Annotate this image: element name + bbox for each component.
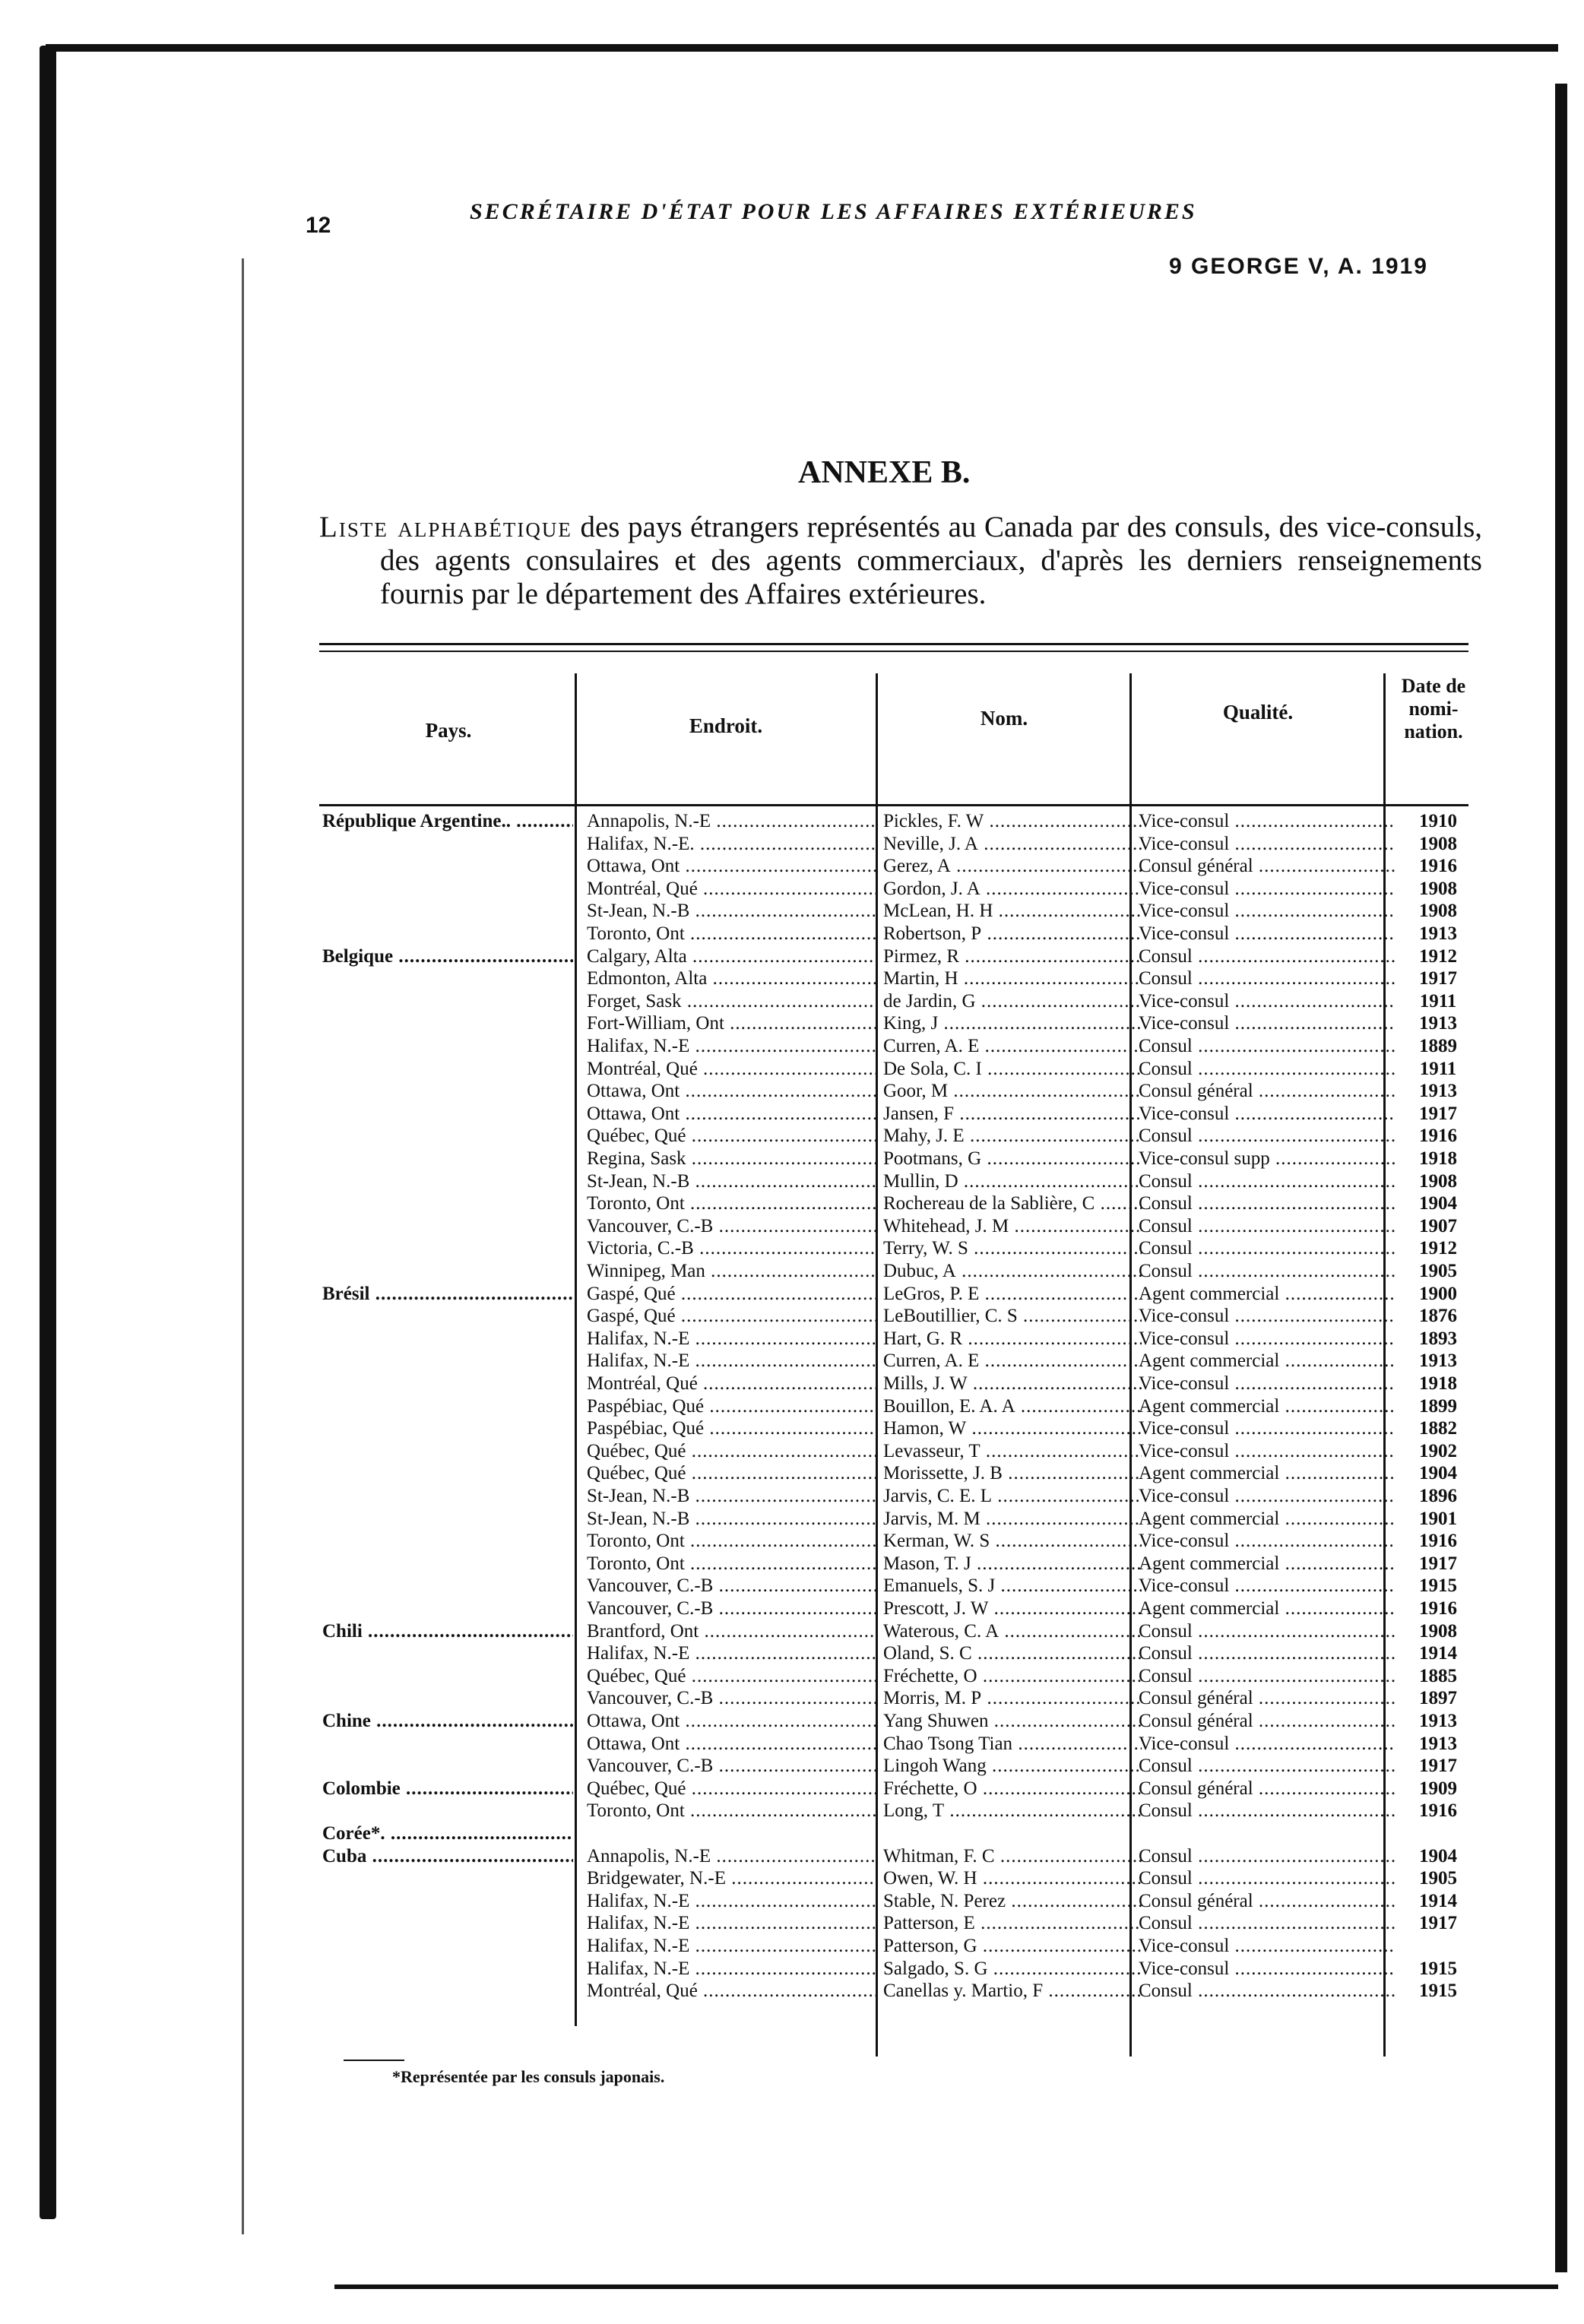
cell-nom: Bouillon, E. A. A .....: [883, 1395, 1142, 1418]
table-row: [0, 1283, 1584, 1306]
cell-endroit: Annapolis, N.-E .....: [587, 1845, 876, 1868]
cell-endroit: Ottawa, Ont .....: [587, 1080, 876, 1103]
cell-nom: Whitman, F. C .....: [883, 1845, 1142, 1868]
cell-nom: Curren, A. E .....: [883, 1350, 1142, 1373]
cell-nom: Gordon, J. A .....: [883, 878, 1142, 901]
cell-endroit: Brantford, Ont .....: [587, 1620, 876, 1643]
header-date: Date de nomi- nation.: [1401, 675, 1466, 742]
cell-qualite: Consul .....: [1139, 1620, 1396, 1643]
cell-date: 1899: [1419, 1395, 1457, 1417]
cell-endroit: Halifax, N.-E .....: [587, 1035, 876, 1058]
table-row: [0, 1800, 1584, 1822]
cell-qualite: Consul .....: [1139, 1980, 1396, 2003]
cell-date: 1905: [1419, 1868, 1457, 1889]
table-top-rule-2: [319, 651, 1468, 652]
table-row: [0, 900, 1584, 923]
cell-qualite: Vice-consul .....: [1139, 1530, 1396, 1553]
cell-endroit: Toronto, Ont .....: [587, 1192, 876, 1215]
cell-nom: Patterson, E .....: [883, 1912, 1142, 1935]
table-row: [0, 1373, 1584, 1395]
table-row: [0, 1192, 1584, 1215]
cell-qualite: Consul .....: [1139, 1058, 1396, 1081]
cell-qualite: Vice-consul .....: [1139, 810, 1396, 833]
cell-nom: Pirmez, R .....: [883, 945, 1142, 968]
cell-qualite: Agent commercial .....: [1139, 1597, 1396, 1620]
cell-nom: Curren, A. E .....: [883, 1035, 1142, 1058]
cell-nom: de Jardin, G .....: [883, 990, 1142, 1013]
table-row: [0, 1508, 1584, 1531]
cell-qualite: Consul .....: [1139, 1170, 1396, 1193]
cell-endroit: Gaspé, Qué .....: [587, 1305, 876, 1328]
cell-nom: Hamon, W .....: [883, 1417, 1142, 1440]
cell-qualite: Vice-consul .....: [1139, 990, 1396, 1013]
cell-date: 1908: [1419, 1170, 1457, 1192]
table-row: [0, 1125, 1584, 1148]
cell-qualite: Agent commercial .....: [1139, 1508, 1396, 1531]
cell-endroit: Toronto, Ont .....: [587, 1800, 876, 1822]
cell-qualite: Vice-consul .....: [1139, 900, 1396, 923]
cell-nom: LeGros, P. E .....: [883, 1283, 1142, 1306]
cell-nom: Jarvis, M. M .....: [883, 1508, 1142, 1531]
cell-nom: Salgado, S. G .....: [883, 1958, 1142, 1980]
cell-nom: Canellas y. Martio, F .....: [883, 1980, 1142, 2003]
table-row: [0, 1620, 1584, 1643]
cell-nom: Lingoh Wang .....: [883, 1755, 1142, 1778]
cell-endroit: Halifax, N.-E .....: [587, 1350, 876, 1373]
cell-date: 1882: [1419, 1418, 1457, 1439]
cell-qualite: Agent commercial .....: [1139, 1350, 1396, 1373]
cell-endroit: Québec, Qué .....: [587, 1462, 876, 1485]
table-row: [0, 1642, 1584, 1665]
cell-endroit: Toronto, Ont .....: [587, 1553, 876, 1575]
cell-qualite: Vice-consul .....: [1139, 923, 1396, 945]
cell-nom: Oland, S. C .....: [883, 1642, 1142, 1665]
header-endroit: Endroit.: [689, 714, 763, 737]
cell-date: 1912: [1419, 945, 1457, 967]
cell-nom: Mills, J. W .....: [883, 1373, 1142, 1395]
scan-border-bottom: [334, 2284, 1558, 2289]
table-row: [0, 1103, 1584, 1126]
cell-endroit: Québec, Qué .....: [587, 1440, 876, 1463]
cell-nom: Hart, G. R .....: [883, 1328, 1142, 1350]
cell-date: 1914: [1419, 1890, 1457, 1911]
table-row: [0, 810, 1584, 833]
cell-date: 1914: [1419, 1643, 1457, 1664]
cell-qualite: Agent commercial .....: [1139, 1283, 1396, 1306]
cell-date: 1896: [1419, 1486, 1457, 1506]
cell-date: 1917: [1419, 1913, 1457, 1934]
cell-endroit: Annapolis, N.-E .....: [587, 810, 876, 833]
cell-nom: Long, T .....: [883, 1800, 1142, 1822]
table-row: [0, 1733, 1584, 1756]
cell-qualite: Consul .....: [1139, 1800, 1396, 1822]
cell-endroit: Québec, Qué .....: [587, 1125, 876, 1148]
cell-qualite: Consul .....: [1139, 1642, 1396, 1665]
cell-qualite: Vice-consul .....: [1139, 1103, 1396, 1126]
table-row: [0, 1980, 1584, 2003]
cell-date: 1916: [1419, 1800, 1457, 1822]
intro-lead: Liste alphabétique: [319, 511, 572, 543]
table-row: [0, 878, 1584, 901]
footnote: *Représentée par les consuls japonais.: [392, 2067, 665, 2086]
cell-pays: Belgique .....: [322, 945, 573, 968]
cell-qualite: Consul .....: [1139, 945, 1396, 968]
cell-date: 1904: [1419, 1463, 1457, 1484]
cell-qualite: Vice-consul .....: [1139, 1958, 1396, 1980]
table-row: [0, 1350, 1584, 1373]
table-row: [0, 1058, 1584, 1081]
table-row: [0, 967, 1584, 990]
table-row: [0, 923, 1584, 945]
table-top-rule: [319, 643, 1468, 645]
cell-date: 1916: [1419, 1126, 1457, 1147]
cell-qualite: Agent commercial .....: [1139, 1553, 1396, 1575]
table-row: [0, 1395, 1584, 1418]
cell-date: 1910: [1419, 811, 1457, 831]
cell-endroit: Montréal, Qué .....: [587, 1373, 876, 1395]
cell-pays: Brésil .....: [322, 1283, 573, 1306]
table-row: [0, 1305, 1584, 1328]
cell-qualite: Vice-consul .....: [1139, 878, 1396, 901]
cell-date: 1893: [1419, 1328, 1457, 1349]
cell-date: 1918: [1419, 1373, 1457, 1394]
table-row: [0, 1778, 1584, 1800]
table-row: [0, 1958, 1584, 1980]
cell-qualite: Agent commercial .....: [1139, 1395, 1396, 1418]
cell-nom: Yang Shuwen .....: [883, 1710, 1142, 1733]
cell-pays: République Argentine.. .....: [322, 810, 573, 833]
cell-endroit: Forget, Sask .....: [587, 990, 876, 1013]
table-row: [0, 945, 1584, 968]
cell-date: 1913: [1419, 1350, 1457, 1372]
cell-nom: Pootmans, G .....: [883, 1148, 1142, 1170]
cell-qualite: Consul .....: [1139, 1125, 1396, 1148]
cell-qualite: Vice-consul .....: [1139, 1485, 1396, 1508]
cell-endroit: Montréal, Qué .....: [587, 1058, 876, 1081]
cell-endroit: Calgary, Alta .....: [587, 945, 876, 968]
cell-date: 1911: [1419, 990, 1457, 1012]
table-row: [0, 1912, 1584, 1935]
cell-date: 1905: [1419, 1261, 1457, 1281]
cell-nom: Neville, J. A .....: [883, 833, 1142, 856]
cell-date: 1917: [1419, 1756, 1457, 1777]
cell-nom: Pickles, F. W .....: [883, 810, 1142, 833]
cell-date: 1915: [1419, 1958, 1457, 1979]
cell-date: 1916: [1419, 856, 1457, 877]
cell-endroit: Paspébiac, Qué .....: [587, 1417, 876, 1440]
cell-qualite: Vice-consul .....: [1139, 1440, 1396, 1463]
table-row: [0, 1215, 1584, 1238]
cell-endroit: Bridgewater, N.-E .....: [587, 1867, 876, 1890]
table-row: [0, 1935, 1584, 1958]
cell-date: 1917: [1419, 968, 1457, 989]
cell-date: 1909: [1419, 1778, 1457, 1799]
cell-nom: Jarvis, C. E. L .....: [883, 1485, 1142, 1508]
cell-endroit: Ottawa, Ont .....: [587, 1710, 876, 1733]
footnote-rule: [344, 2060, 404, 2061]
running-title: SECRÉTAIRE D'ÉTAT POUR LES AFFAIRES EXTÉRIEURES: [470, 199, 1197, 224]
cell-nom: Rochereau de la Sablière, C .....: [883, 1192, 1142, 1215]
cell-qualite: Consul .....: [1139, 1755, 1396, 1778]
cell-nom: Morris, M. P .....: [883, 1687, 1142, 1710]
table-row: [0, 1822, 1584, 1845]
cell-qualite: Vice-consul .....: [1139, 1012, 1396, 1035]
cell-date: 1901: [1419, 1508, 1457, 1529]
cell-date: 1913: [1419, 1081, 1457, 1102]
cell-endroit: Halifax, N.-E .....: [587, 1642, 876, 1665]
table-row: [0, 1755, 1584, 1778]
cell-nom: Patterson, G .....: [883, 1935, 1142, 1958]
cell-qualite: Consul .....: [1139, 1192, 1396, 1215]
cell-qualite: Vice-consul .....: [1139, 1935, 1396, 1958]
cell-endroit: Montréal, Qué .....: [587, 878, 876, 901]
page-number: 12: [306, 213, 331, 238]
table-row: [0, 1012, 1584, 1035]
cell-endroit: St-Jean, N.-B .....: [587, 900, 876, 923]
cell-nom: McLean, H. H .....: [883, 900, 1142, 923]
cell-nom: Mahy, J. E .....: [883, 1125, 1142, 1148]
table-row: [0, 1530, 1584, 1553]
cell-date: 1915: [1419, 1980, 1457, 2002]
cell-endroit: St-Jean, N.-B .....: [587, 1485, 876, 1508]
cell-date: 1889: [1419, 1036, 1457, 1056]
cell-qualite: Vice-consul .....: [1139, 1733, 1396, 1756]
cell-nom: Fréchette, O .....: [883, 1778, 1142, 1800]
scan-border-top: [46, 44, 1558, 52]
table-row: [0, 1867, 1584, 1890]
table-row: [0, 1597, 1584, 1620]
cell-qualite: Consul .....: [1139, 1665, 1396, 1688]
table-row: [0, 1890, 1584, 1913]
cell-date: 1900: [1419, 1283, 1457, 1304]
cell-date: 1904: [1419, 1845, 1457, 1866]
cell-endroit: Ottawa, Ont .....: [587, 1103, 876, 1126]
cell-nom: King, J .....: [883, 1012, 1142, 1035]
cell-endroit: Halifax, N.-E .....: [587, 1890, 876, 1913]
cell-pays: Cuba .....: [322, 1845, 573, 1868]
cell-qualite: Consul général .....: [1139, 1080, 1396, 1103]
table-row: [0, 1575, 1584, 1597]
cell-endroit: Victoria, C.-B .....: [587, 1237, 876, 1260]
cell-date: 1876: [1419, 1306, 1457, 1327]
intro-paragraph: [319, 511, 1482, 611]
cell-qualite: Vice-consul .....: [1139, 1328, 1396, 1350]
cell-nom: Emanuels, S. J .....: [883, 1575, 1142, 1597]
cell-qualite: Consul .....: [1139, 1260, 1396, 1283]
cell-date: 1908: [1419, 1620, 1457, 1642]
intro-text: des pays étrangers représentés au Canada par des consuls, des vice-consuls, des agents consulaires et des agents commerciaux, d'après les derniers renseignements fournis par le département des Affaires extérieures.: [380, 511, 1482, 610]
cell-qualite: Consul .....: [1139, 1867, 1396, 1890]
cell-qualite: Consul général .....: [1139, 1890, 1396, 1913]
cell-endroit: Edmonton, Alta .....: [587, 967, 876, 990]
cell-endroit: Ottawa, Ont .....: [587, 855, 876, 878]
cell-date: 1918: [1419, 1148, 1457, 1169]
cell-qualite: Vice-consul supp .....: [1139, 1148, 1396, 1170]
table-row: [0, 1710, 1584, 1733]
cell-endroit: Fort-William, Ont .....: [587, 1012, 876, 1035]
session-label: 9 GEORGE V, A. 1919: [1169, 254, 1428, 279]
cell-date: 1913: [1419, 1711, 1457, 1731]
cell-qualite: Vice-consul .....: [1139, 1575, 1396, 1597]
cell-nom: LeBoutillier, C. S .....: [883, 1305, 1142, 1328]
cell-nom: Whitehead, J. M .....: [883, 1215, 1142, 1238]
table-row: [0, 855, 1584, 878]
cell-qualite: Vice-consul .....: [1139, 833, 1396, 856]
cell-qualite: Consul .....: [1139, 1845, 1396, 1868]
cell-qualite: Consul .....: [1139, 1215, 1396, 1238]
cell-date: 1917: [1419, 1103, 1457, 1124]
cell-nom: Fréchette, O .....: [883, 1665, 1142, 1688]
cell-qualite: Agent commercial .....: [1139, 1462, 1396, 1485]
cell-endroit: Regina, Sask .....: [587, 1148, 876, 1170]
cell-nom: De Sola, C. I .....: [883, 1058, 1142, 1081]
cell-endroit: Vancouver, C.-B .....: [587, 1687, 876, 1710]
cell-date: 1912: [1419, 1238, 1457, 1259]
cell-date: 1885: [1419, 1665, 1457, 1686]
header-nom: Nom.: [980, 707, 1028, 730]
cell-nom: Morissette, J. B .....: [883, 1462, 1142, 1485]
cell-pays: Chili .....: [322, 1620, 573, 1643]
cell-endroit: Toronto, Ont .....: [587, 923, 876, 945]
table-row: [0, 1260, 1584, 1283]
cell-nom: Levasseur, T .....: [883, 1440, 1142, 1463]
cell-nom: Kerman, W. S .....: [883, 1530, 1142, 1553]
cell-date: 1913: [1419, 1013, 1457, 1034]
cell-qualite: Vice-consul .....: [1139, 1417, 1396, 1440]
table-row: [0, 1440, 1584, 1463]
cell-date: 1913: [1419, 923, 1457, 944]
cell-endroit: Halifax, N.-E .....: [587, 1935, 876, 1958]
cell-qualite: Consul général .....: [1139, 1687, 1396, 1710]
header-qualite: Qualité.: [1222, 701, 1294, 723]
cell-endroit: Halifax, N.-E. .....: [587, 833, 876, 856]
table-row: [0, 833, 1584, 856]
table-row: [0, 1553, 1584, 1575]
cell-nom: Mason, T. J .....: [883, 1553, 1142, 1575]
cell-nom: Martin, H .....: [883, 967, 1142, 990]
cell-endroit: Vancouver, C.-B .....: [587, 1215, 876, 1238]
cell-endroit: Winnipeg, Man .....: [587, 1260, 876, 1283]
cell-endroit: Vancouver, C.-B .....: [587, 1575, 876, 1597]
cell-date: 1907: [1419, 1215, 1457, 1236]
cell-endroit: Halifax, N.-E .....: [587, 1912, 876, 1935]
cell-pays: Chine .....: [322, 1710, 573, 1733]
cell-endroit: Halifax, N.-E .....: [587, 1328, 876, 1350]
cell-endroit: St-Jean, N.-B .....: [587, 1170, 876, 1193]
table-row: [0, 1035, 1584, 1058]
cell-endroit: Québec, Qué .....: [587, 1778, 876, 1800]
cell-date: 1916: [1419, 1598, 1457, 1619]
table-row: [0, 1170, 1584, 1193]
table-row: [0, 1845, 1584, 1868]
cell-date: 1911: [1419, 1058, 1457, 1079]
table-row: [0, 1485, 1584, 1508]
cell-nom: Dubuc, A .....: [883, 1260, 1142, 1283]
cell-nom: Waterous, C. A .....: [883, 1620, 1142, 1643]
cell-nom: Gerez, A .....: [883, 855, 1142, 878]
cell-endroit: St-Jean, N.-B .....: [587, 1508, 876, 1531]
cell-qualite: Consul général .....: [1139, 1710, 1396, 1733]
cell-qualite: Consul .....: [1139, 1912, 1396, 1935]
cell-nom: Terry, W. S .....: [883, 1237, 1142, 1260]
table-header-rule: [319, 804, 1468, 806]
cell-nom: Goor, M .....: [883, 1080, 1142, 1103]
cell-endroit: Québec, Qué .....: [587, 1665, 876, 1688]
cell-qualite: Consul .....: [1139, 1035, 1396, 1058]
cell-endroit: Vancouver, C.-B .....: [587, 1597, 876, 1620]
table-row: [0, 1080, 1584, 1103]
cell-date: 1908: [1419, 833, 1457, 854]
header-pays: Pays.: [425, 719, 472, 742]
cell-endroit: Halifax, N.-E .....: [587, 1958, 876, 1980]
cell-nom: Mullin, D .....: [883, 1170, 1142, 1193]
cell-endroit: Ottawa, Ont .....: [587, 1733, 876, 1756]
cell-pays: Colombie .....: [322, 1778, 573, 1800]
cell-date: 1897: [1419, 1688, 1457, 1709]
cell-nom: Stable, N. Perez .....: [883, 1890, 1142, 1913]
cell-endroit: Gaspé, Qué .....: [587, 1283, 876, 1306]
cell-date: 1916: [1419, 1531, 1457, 1552]
table-row: [0, 990, 1584, 1013]
cell-endroit: Montréal, Qué .....: [587, 1980, 876, 2003]
cell-nom: Prescott, J. W .....: [883, 1597, 1142, 1620]
cell-date: 1913: [1419, 1733, 1457, 1754]
cell-date: 1902: [1419, 1440, 1457, 1461]
cell-qualite: Consul .....: [1139, 1237, 1396, 1260]
cell-endroit: Paspébiac, Qué .....: [587, 1395, 876, 1418]
table-row: [0, 1237, 1584, 1260]
cell-date: 1917: [1419, 1553, 1457, 1574]
cell-date: 1915: [1419, 1575, 1457, 1597]
cell-qualite: Consul général .....: [1139, 855, 1396, 878]
cell-qualite: Vice-consul .....: [1139, 1305, 1396, 1328]
cell-pays: Corée*. .....: [322, 1822, 573, 1845]
cell-qualite: Consul .....: [1139, 967, 1396, 990]
table-row: [0, 1687, 1584, 1710]
table-row: [0, 1148, 1584, 1170]
table-row: [0, 1328, 1584, 1350]
cell-nom: Owen, W. H .....: [883, 1867, 1142, 1890]
cell-nom: Jansen, F .....: [883, 1103, 1142, 1126]
cell-date: 1904: [1419, 1193, 1457, 1214]
cell-endroit: Toronto, Ont .....: [587, 1530, 876, 1553]
cell-qualite: Consul général .....: [1139, 1778, 1396, 1800]
cell-nom: Robertson, P .....: [883, 923, 1142, 945]
annex-title: ANNEXE B.: [798, 455, 971, 490]
cell-date: 1908: [1419, 878, 1457, 899]
cell-nom: Chao Tsong Tian .....: [883, 1733, 1142, 1756]
cell-date: 1908: [1419, 901, 1457, 922]
table-row: [0, 1665, 1584, 1688]
table-row: [0, 1417, 1584, 1440]
cell-endroit: Vancouver, C.-B .....: [587, 1755, 876, 1778]
table-row: [0, 1462, 1584, 1485]
cell-qualite: Vice-consul .....: [1139, 1373, 1396, 1395]
